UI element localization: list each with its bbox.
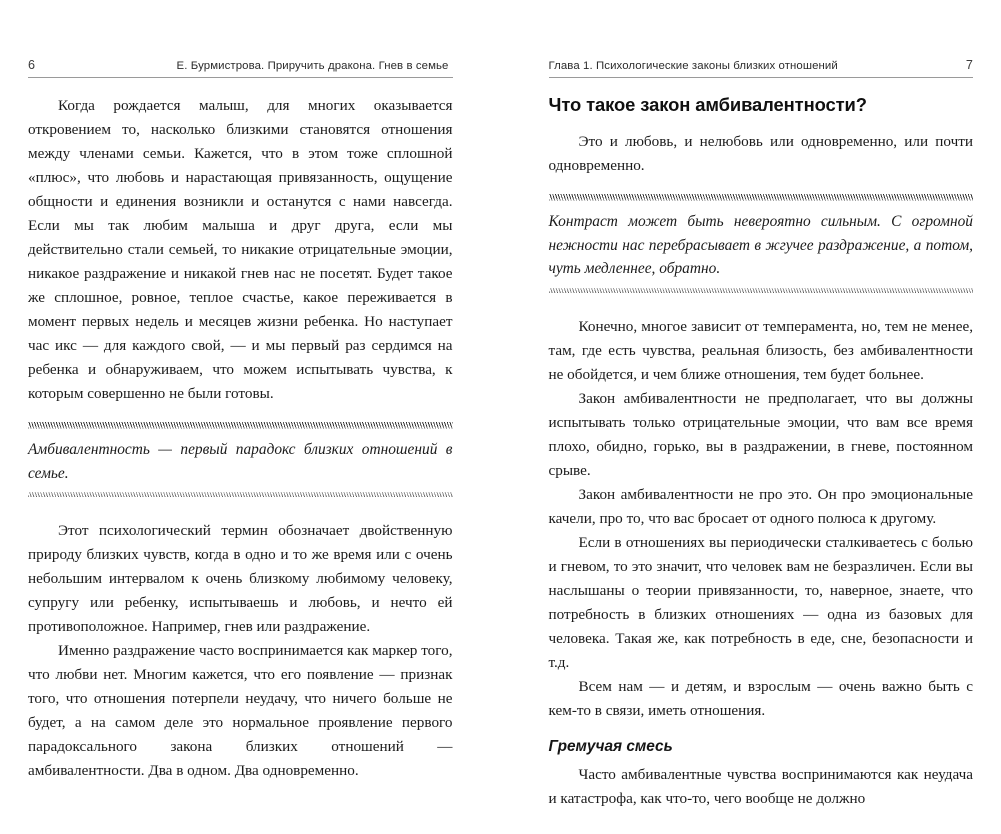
- pullquote-text: Контраст может быть невероятно сильным. С огромной нежности нас перебрасывает в жгучее раздражение, а потом, чуть медленнее, обратно.: [548, 213, 973, 277]
- pullquote-left: [28, 422, 453, 497]
- paragraph: Закон амбивалентности не предполагает, что вы должны испытывать только отрицательные эмоции, что вам все время плохо, обидно, горько, вы в раздражении, в гневе, постоянном срыве.: [548, 389, 973, 479]
- body-text-right-bottom: [549, 763, 974, 811]
- pullquote-right: [549, 194, 974, 293]
- running-head-right: [549, 58, 974, 78]
- running-head-left: [28, 58, 453, 78]
- body-text-left-bottom: [28, 519, 453, 783]
- running-head-title-right: Глава 1. Психологические законы близких отношений: [548, 60, 838, 72]
- paragraph: Всем нам — и детям, и взрослым — очень важно быть с кем-то в связи, иметь отношения.: [548, 677, 973, 719]
- pullquote-text: Амбивалентность — первый парадокс близких отношений в семье.: [28, 441, 453, 482]
- paragraph: Закон амбивалентности не про это. Он про эмоциональные качели, про то, что вас бросает от одного полюса к другому.: [548, 485, 973, 527]
- paragraph: Этот психологический термин обозначает двойственную природу близких чувств, когда в одно и то же время или с очень небольшим интервалом к очень близкому любимому человеку, супругу или ребенку, испытываешь и любовь, и нечто ей противоположное. Например, гнев или раздражение.: [28, 522, 453, 635]
- body-text-right-middle: [549, 315, 974, 723]
- ornament-rule-bottom-icon: [549, 288, 974, 293]
- section-heading: Что такое закон амбивалентности?: [548, 94, 867, 115]
- paragraph: Если в отношениях вы периодически сталкиваетесь с болью и гневом, то это значит, что человек вам не безразличен. Если вы наслышаны о теории привязанности, то, наверное, знаете, что потребность в близких отношениях — одна из базовых для человека. Такая же, как потребность в еде, сне, безопасности и т.д.: [548, 533, 973, 671]
- folio-left: 6: [28, 58, 36, 72]
- paragraph: Конечно, многое зависит от темперамента, но, тем не менее, там, где есть чувства, реальная близость, без амбивалентности не обойдется, и чем ближе отношения, тем будет больнее.: [548, 317, 973, 383]
- folio-right: 7: [965, 58, 973, 72]
- paragraph: Когда рождается малыш, для многих оказывается откровением то, насколько близкими становятся отношения между членами семьи. Кажется, что в этом тоже сплошной «плюс», что любовь и нарастающая привязанность, ощущение общности и единения возникли и останутся с нами навсегда. Если мы так любим малыша и друг друга, если мы действительно стали семьей, то никакие отрицательные эмоции, никакое раздражение и никакой гнев нас не посетят. Будет такое же сплошное, ровное, теплое счастье, какое переживается в момент первых недель и месяцев жизни ребенка. Но наступает час икс — для каждого свой, — и мы первый раз сердимся на ребенка и обнаруживаем, что можем испытывать чувства, к которым совершенно не были готовы.: [28, 97, 453, 402]
- ornament-rule-top-icon: [549, 194, 974, 201]
- spacer: [28, 511, 453, 519]
- paragraph: Это и любовь, и нелюбовь или одновременно, или почти одновременно.: [548, 133, 973, 174]
- body-text-right-top: [549, 130, 974, 178]
- paragraph: Именно раздражение часто воспринимается как маркер того, что любви нет. Многим кажется, что его появление — признак того, что отношения потерпели неудачу, что ничего больше не будет, а на самом деле это нормальное проявление первого парадоксального закона близких отношений — амбивалентности. Два в одном. Два одновременно.: [28, 642, 453, 779]
- page-right: [501, 0, 1001, 834]
- sub-heading: Гремучая смесь: [548, 737, 673, 755]
- spacer: [549, 307, 974, 315]
- ornament-rule-bottom-icon: [28, 492, 453, 497]
- body-text-left-top: [28, 94, 453, 406]
- ornament-rule-top-icon: [28, 422, 453, 429]
- running-head-title-left: Е. Бурмистрова. Приручить дракона. Гнев в семье: [176, 60, 449, 72]
- paragraph: Часто амбивалентные чувства воспринимаются как неудача и катастрофа, как что-то, чего вообще не должно: [548, 765, 973, 807]
